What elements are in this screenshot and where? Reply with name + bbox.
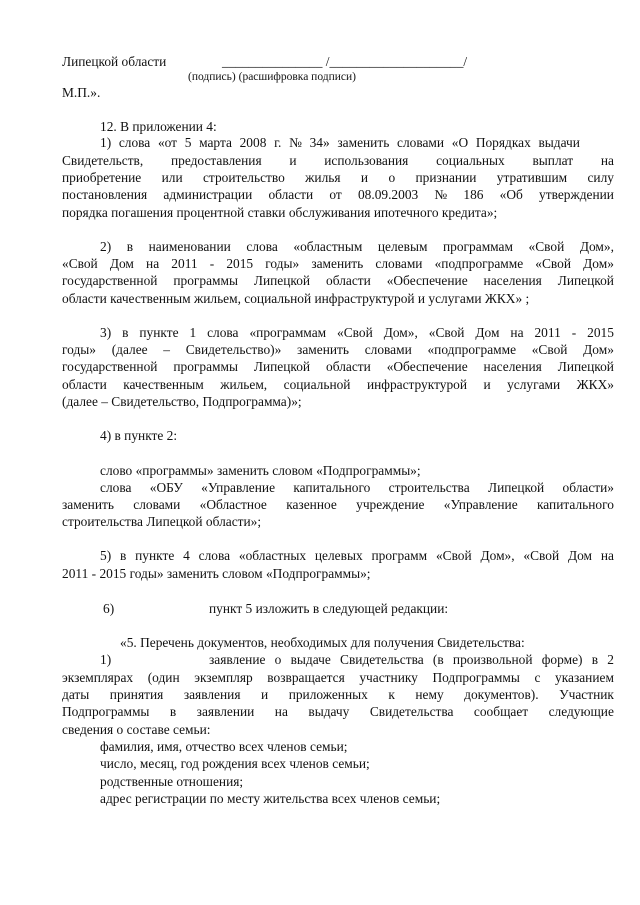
q1-number: 1)	[100, 652, 112, 667]
p4-heading: 4) в пункте 2:	[100, 428, 178, 443]
q1-line: экземплярах (один экземпляр возвращается участнику Подпрограммы с указанием	[62, 670, 614, 685]
p3-line: государственной программы Липецкой области «Обеспечение населения Липецкой	[62, 359, 614, 374]
p1-line: 1) слова «от 5 марта 2008 г. № 34» заменить словами «О Порядках выдачи	[100, 135, 580, 150]
list-item: число, месяц, год рождения всех членов семьи;	[100, 756, 370, 771]
signature-caption: (подпись) (расшифровка подписи)	[188, 71, 357, 83]
q1-line: Подпрограммы в заявлении на выдачу Свидетельства сообщает следующие	[62, 704, 614, 719]
p2-line: «Свой Дом на 2011 - 2015 годы» заменить словами «подпрограмме «Свой Дом»	[62, 256, 614, 271]
p4a-line: слово «программы» заменить словом «Подпрограммы»;	[100, 463, 421, 478]
signature-line: _______________ /____________________/	[222, 54, 468, 69]
p5-line: 2011 - 2015 годы» заменить словом «Подпрограммы»;	[62, 566, 371, 581]
quote-heading: «5. Перечень документов, необходимых для получения Свидетельства:	[120, 635, 525, 650]
p3-line: годы» (далее – Свидетельство)» заменить словами «подпрограмме «Свой Дом»	[62, 342, 614, 357]
region-label: Липецкой области	[62, 54, 167, 69]
q1-line: сведения о составе семьи:	[62, 722, 211, 737]
list-item: родственные отношения;	[100, 774, 244, 789]
p6-text: пункт 5 изложить в следующей редакции:	[209, 601, 449, 616]
p1-line: приобретение или строительство жилья и о признании утратившим силу	[62, 170, 614, 185]
list-item: фамилия, имя, отчество всех членов семьи;	[100, 739, 348, 754]
p4b-line: слова «ОБУ «Управление капитального строительства Липецкой области»	[100, 480, 614, 495]
section-12-heading: 12. В приложении 4:	[100, 119, 217, 134]
p4b-line: заменить словами «Областное казенное учреждение «Управление капитального	[62, 497, 614, 512]
p1-line: Свидетельств, предоставления и использования социальных выплат на	[62, 153, 614, 168]
q1-line: даты принятия заявления и приложенных к нему документов). Участник	[62, 687, 614, 702]
p1-line: постановления администрации области от 08.09.2003 № 186 «Об утверждении	[62, 187, 614, 202]
p2-line: области качественным жильем, социальной инфраструктурой и услугами ЖКХ» ;	[62, 291, 530, 306]
p2-line: государственной программы Липецкой области «Обеспечение населения Липецкой	[62, 273, 614, 288]
p3-line: (далее – Свидетельство, Подпрограмма)»;	[62, 394, 302, 409]
p4b-line: строительства Липецкой области»;	[62, 514, 262, 529]
p3-line: 3) в пункте 1 слова «программам «Свой Дом», «Свой Дом на 2011 - 2015	[100, 325, 614, 340]
p3-line: области качественным жильем, социальной инфраструктурой и услугами ЖКХ»	[62, 377, 614, 392]
p5-line: 5) в пункте 4 слова «областных целевых программ «Свой Дом», «Свой Дом на	[100, 548, 614, 563]
list-item: адрес регистрации по месту жительства всех членов семьи;	[100, 791, 441, 806]
stamp-label: М.П.».	[62, 85, 101, 100]
p2-line: 2) в наименовании слова «областным целевым программам «Свой Дом»,	[100, 239, 614, 254]
p1-line: порядка погашения процентной ставки обслуживания ипотечного кредита»;	[62, 205, 498, 220]
p6-number: 6)	[103, 601, 115, 616]
q1-line: заявление о выдаче Свидетельства (в произвольной форме) в 2	[209, 652, 614, 667]
